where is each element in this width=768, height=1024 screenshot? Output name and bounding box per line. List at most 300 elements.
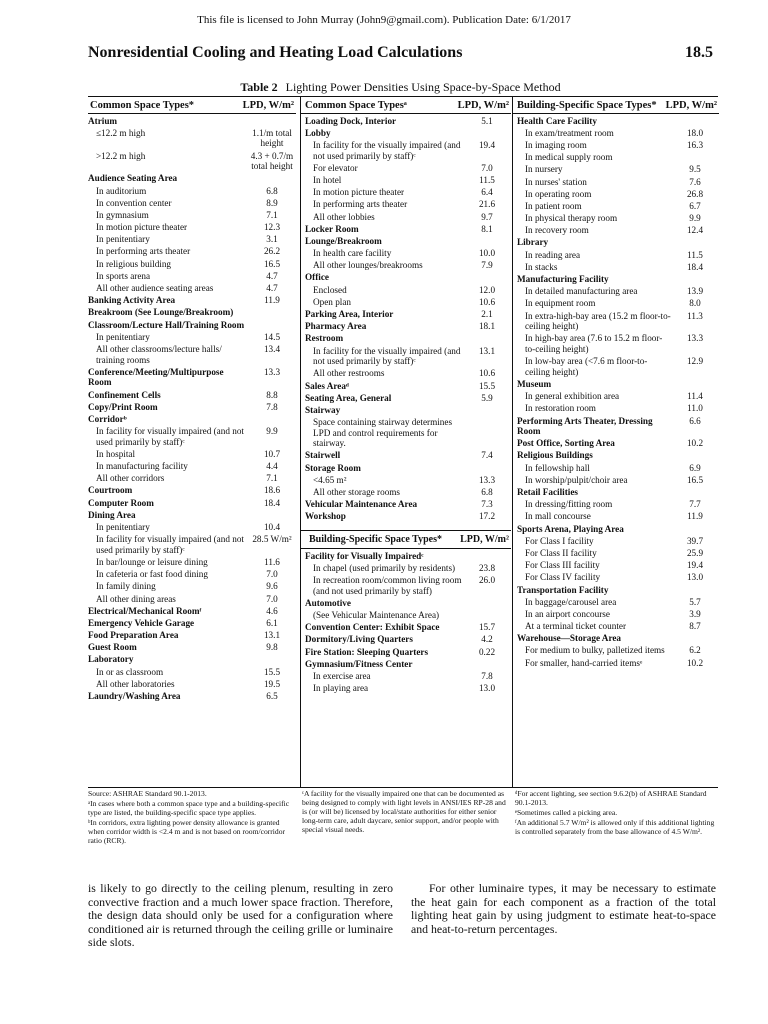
lpd-value: 7.8: [481, 670, 493, 681]
lpd-value: [248, 307, 296, 318]
table-row: [301, 487, 511, 498]
space-type: Audience Seating Area: [88, 173, 178, 184]
lpd-value: 5.9: [481, 392, 493, 403]
space-type: Performing Arts Theater, Dressing Room: [517, 415, 653, 437]
space-type: For medium to bulky, palletized items: [525, 645, 665, 656]
table-row: [513, 311, 719, 332]
column-header-type: Common Space Typesᵃ: [305, 99, 407, 111]
lpd-value: 6.2: [689, 645, 701, 656]
table-row: [301, 463, 511, 474]
space-type: In hotel: [313, 174, 342, 185]
table-row: [88, 449, 296, 460]
table-row: [513, 379, 719, 390]
lpd-value: 14.5: [263, 331, 281, 342]
space-type: In fellowship hall: [525, 462, 590, 473]
table-row: [301, 634, 511, 645]
table-row: [301, 333, 511, 344]
lpd-value: 5.1: [481, 115, 493, 126]
lpd-value: [671, 116, 719, 127]
table-row: [88, 557, 296, 568]
space-type: In baggage/carousel area: [525, 596, 617, 607]
space-type: Workshop: [305, 511, 346, 522]
table-row: [88, 390, 296, 401]
table-row: [88, 461, 296, 472]
lpd-value: [248, 510, 296, 521]
table-row: [513, 298, 719, 309]
space-type: In nursery: [525, 164, 563, 175]
space-type: Enclosed: [313, 284, 347, 295]
table-row: [301, 163, 511, 174]
lpd-value: 10.4: [263, 522, 281, 532]
table-row: [88, 332, 296, 343]
table-title: Lighting Power Densities Using Space-by-Space Method: [285, 80, 561, 94]
lpd-value: 11.0: [687, 403, 703, 414]
lpd-value: 19.4: [686, 560, 704, 571]
lpd-value: [463, 610, 511, 621]
table-row: [513, 560, 719, 571]
space-type: In dressing/fitting room: [525, 499, 613, 510]
table-row: [88, 344, 296, 365]
space-type: Conference/Meeting/Multipurpose Room: [88, 366, 224, 388]
column-header-lpd: LPD, W/m²: [457, 99, 509, 111]
table-row: [88, 679, 296, 690]
space-type: Manufacturing Facility: [517, 274, 609, 285]
space-type: All other lounges/breakrooms: [313, 260, 423, 271]
lpd-value: 7.7: [689, 499, 701, 510]
space-type: In nurses' station: [525, 176, 587, 187]
table-row: [513, 597, 719, 608]
space-type: Office: [305, 272, 329, 283]
table-caption: [88, 80, 713, 95]
lpd-value: 9.6: [266, 581, 278, 592]
space-type: For elevator: [313, 162, 358, 173]
space-type: <4.65 m²: [313, 474, 347, 485]
lpd-value: 11.9: [687, 511, 703, 522]
table-row: [513, 572, 719, 583]
space-type: All other corridors: [96, 473, 165, 484]
space-type: All other lobbies: [313, 211, 375, 222]
table-row: [513, 262, 719, 273]
lpd-value: 5.7: [689, 596, 701, 607]
space-type: All other storage rooms: [313, 487, 401, 498]
table-row: [301, 671, 511, 682]
column-header: [88, 97, 296, 114]
space-type: Convention Center: Exhibit Space: [305, 622, 440, 633]
column-2-building-rows: [301, 551, 511, 694]
space-type: Open plan: [313, 296, 352, 307]
table-row: [513, 621, 719, 632]
table-row: [301, 236, 511, 247]
table-row: [88, 485, 296, 496]
footnote: ᵉSometimes called a picking area.: [515, 808, 618, 817]
space-type: Vehicular Maintenance Area: [305, 499, 418, 510]
space-type: For Class III facility: [525, 560, 600, 571]
table-row: [88, 569, 296, 580]
body-text-right: For other luminaire types, it may be necessary to estimate the heat gain for each component as a fraction of the total lighting heat gain by using judgment to estimate heat-to-space and heat-to-return percentages.: [411, 881, 716, 936]
table-row: [88, 128, 296, 149]
space-type: Dormitory/Living Quarters: [305, 634, 413, 645]
space-type: Seating Area, General: [305, 392, 392, 403]
space-type: In extra-high-bay area (15.2 m floor-to-ceiling height): [525, 310, 671, 332]
space-type: In medical supply room: [525, 152, 613, 163]
table-row: [88, 210, 296, 221]
lpd-value: 13.3: [263, 366, 281, 377]
table-row: [513, 416, 719, 437]
table-row: [513, 403, 719, 414]
lpd-value: [463, 236, 511, 247]
lpd-value: 11.3: [687, 310, 703, 321]
space-type: Sports Arena, Playing Area: [517, 523, 624, 534]
space-type: In motion picture theater: [313, 187, 405, 198]
lpd-value: 3.1: [266, 234, 278, 245]
lpd-value: [463, 551, 511, 562]
table-row: [301, 475, 511, 486]
space-type: Classroom/Lecture Hall/Training Room: [88, 319, 245, 330]
lpd-value: 12.3: [263, 222, 281, 233]
table-row: [301, 321, 511, 332]
lpd-value: 7.1: [266, 473, 278, 484]
table-row: [88, 691, 296, 702]
space-type: Locker Room: [305, 223, 359, 234]
table-row: [513, 274, 719, 285]
column-header: [513, 97, 719, 114]
page-number: 18.5: [685, 44, 713, 61]
table-column-2: [300, 97, 511, 787]
space-type: >12.2 m high: [96, 150, 146, 161]
lpd-value: [463, 463, 511, 474]
lpd-value: 17.2: [478, 511, 496, 522]
lpd-value: 6.7: [689, 200, 701, 211]
space-type: For smaller, hand-carried itemsᵉ: [525, 657, 643, 668]
space-type: Lounge/Breakroom: [305, 235, 382, 246]
table-row: [301, 511, 511, 522]
footnote: ᵈFor accent lighting, see section 9.6.2(b) of ASHRAE Standard 90.1-2013.: [515, 789, 707, 807]
table-row: [513, 475, 719, 486]
table-row: [301, 563, 511, 574]
space-type: In worship/pulpit/choir area: [525, 474, 628, 485]
space-type: Laundry/Washing Area: [88, 691, 181, 702]
footnote: ᵃIn cases where both a common space type and a building-specific type are listed, the building-specific space type applies.: [88, 799, 290, 817]
space-type: Pharmacy Area: [305, 321, 367, 332]
lpd-value: 13.9: [686, 286, 704, 297]
lpd-value: 4.3 + 0.7/m total height: [250, 150, 294, 172]
table-row: [88, 173, 296, 184]
lpd-value: 19.4: [478, 139, 496, 150]
lpd-value: 7.6: [689, 176, 701, 187]
table-row: [513, 250, 719, 261]
space-type: Confinement Cells: [88, 389, 161, 400]
table-row: [88, 186, 296, 197]
table-row: [301, 683, 511, 694]
table-row: [513, 463, 719, 474]
lpd-value: 12.0: [478, 284, 496, 295]
table-row: [88, 116, 296, 127]
space-type: Loading Dock, Interior: [305, 115, 397, 126]
space-type: In bar/lounge or leisure dining: [96, 556, 208, 567]
space-type: Gymnasium/Fitness Center: [305, 658, 413, 669]
space-type: In recreation room/common living room (and not used primarily by staff): [313, 574, 462, 596]
column-header-type: Building-Specific Space Types*: [517, 99, 657, 111]
space-type: For Class I facility: [525, 535, 594, 546]
table-row: [88, 498, 296, 509]
column-header-lpd: LPD, W/m²: [242, 99, 294, 111]
table-row: [88, 307, 296, 318]
table-row: [301, 610, 511, 621]
lpd-value: 7.8: [266, 401, 278, 412]
space-type: In cafeteria or fast food dining: [96, 569, 208, 580]
lpd-value: 16.5: [686, 474, 704, 485]
lpd-value: 10.2: [686, 657, 704, 668]
table-row: [301, 272, 511, 283]
table-row: [301, 297, 511, 308]
space-type: Sales Areaᵈ: [305, 380, 349, 391]
space-type: Electrical/Mechanical Roomᶠ: [88, 605, 202, 616]
lpd-value: [671, 450, 719, 461]
column-header-lpd: LPD, W/m²: [665, 99, 717, 111]
column-header-type: Common Space Types*: [90, 99, 195, 111]
space-type: In facility for the visually impaired (and not used primarily by staff)ᶜ: [313, 345, 461, 367]
lpd-value: 13.0: [478, 683, 496, 694]
space-type: In playing area: [313, 683, 369, 694]
table-row: [301, 260, 511, 271]
space-type: In general exhibition area: [525, 391, 620, 402]
space-type: In operating room: [525, 188, 592, 199]
space-type: Courtroom: [88, 485, 133, 496]
table-row: [88, 320, 296, 331]
lpd-value: 6.6: [689, 415, 701, 426]
lpd-value: 28.5 W/m²: [252, 534, 292, 545]
space-type: In hospital: [96, 448, 136, 459]
table-row: [301, 187, 511, 198]
lpd-value: 13.1: [263, 630, 281, 641]
table-row: [513, 177, 719, 188]
table-row: [513, 391, 719, 402]
space-type: In auditorium: [96, 185, 147, 196]
lpd-value: 18.1: [478, 321, 496, 332]
table-row: [513, 585, 719, 596]
table-row: [301, 212, 511, 223]
table-row: [301, 285, 511, 296]
lpd-value: 4.7: [266, 270, 278, 281]
space-type: Banking Activity Area: [88, 295, 176, 306]
space-type: Copy/Print Room: [88, 401, 158, 412]
lpd-value: 7.0: [266, 569, 278, 580]
table-row: [88, 283, 296, 294]
lpd-value: [671, 274, 719, 285]
footnote: Source: ASHRAE Standard 90.1-2013.: [88, 789, 207, 798]
space-type: Post Office, Sorting Area: [517, 438, 615, 449]
lpd-value: 6.4: [481, 187, 493, 198]
space-type: Library: [517, 237, 549, 248]
table-row: [513, 438, 719, 449]
table-row: [513, 609, 719, 620]
table-row: [513, 356, 719, 377]
table-row: [88, 234, 296, 245]
footnote: ᵇIn corridors, extra lighting power density allowance is granted when corridor width is <2.4 m and is not based on room/corridor ratio (RCR).: [88, 818, 286, 845]
space-type: Laboratory: [88, 654, 134, 665]
lpd-value: 9.9: [689, 213, 701, 224]
table-row: [513, 286, 719, 297]
table-row: [88, 295, 296, 306]
space-type: Food Preparation Area: [88, 630, 179, 641]
table-row: [301, 381, 511, 392]
lpd-value: [463, 333, 511, 344]
table-row: [301, 450, 511, 461]
table-row: [88, 606, 296, 617]
space-type: Retail Facilities: [517, 487, 578, 498]
lpd-value: 7.9: [481, 260, 493, 271]
table-row: [301, 116, 511, 127]
table-row: [301, 368, 511, 379]
space-type: In facility for visually impaired (and not used primarily by staff)ᶜ: [96, 534, 244, 555]
lpd-value: 12.9: [686, 356, 704, 367]
lpd-value: 4.6: [266, 605, 278, 616]
table-column-3: [512, 97, 719, 787]
lpd-value: 8.7: [689, 621, 701, 632]
lpd-value: 10.7: [263, 448, 281, 459]
lpd-value: [463, 272, 511, 283]
subheader-lpd: LPD, W/m²: [460, 534, 509, 545]
column-1-rows: [88, 116, 296, 702]
space-type: In imaging room: [525, 139, 587, 150]
table-row: [301, 417, 511, 449]
column-3-rows: [513, 116, 719, 669]
space-type: Parking Area, Interior: [305, 309, 394, 319]
space-type: Fire Station: Sleeping Quarters: [305, 646, 429, 657]
lpd-value: [671, 379, 719, 390]
table-row: [301, 647, 511, 658]
lpd-value: 7.4: [481, 450, 493, 461]
table-row: [513, 645, 719, 656]
space-type: In convention center: [96, 197, 172, 208]
lpd-value: 6.9: [689, 462, 701, 473]
table-row: [88, 367, 296, 388]
lpd-value: 39.7: [686, 535, 704, 546]
lpd-value: 26.0: [478, 574, 496, 585]
table-row: [513, 511, 719, 522]
lpd-value: [463, 405, 511, 416]
space-type: Transportation Facility: [517, 584, 609, 595]
lpd-value: [248, 173, 296, 184]
table-row: [513, 487, 719, 498]
lpd-value: 4.2: [481, 634, 493, 645]
lpd-value: 6.1: [266, 617, 278, 628]
table-row: [88, 654, 296, 665]
table-row: [513, 548, 719, 559]
lpd-value: 7.0: [266, 593, 278, 604]
space-type: Religious Buildings: [517, 450, 593, 461]
lpd-value: 8.8: [266, 389, 278, 400]
table-row: [88, 414, 296, 425]
lpd-value: 6.8: [481, 487, 493, 498]
table-row: [301, 199, 511, 210]
space-type: All other classrooms/lecture halls/ training rooms: [96, 343, 222, 365]
lpd-value: 21.6: [478, 199, 496, 210]
space-type: Lobby: [305, 127, 331, 138]
table-row: [301, 598, 511, 609]
lpd-value: 2.1: [481, 309, 493, 319]
lpd-value: 6.5: [266, 691, 278, 702]
table-row: [513, 333, 719, 354]
lpd-value: 13.0: [686, 572, 704, 583]
space-type: ≤12.2 m high: [96, 127, 146, 138]
lpd-value: 11.5: [687, 249, 703, 260]
lpd-value: 15.5: [478, 380, 496, 391]
table-row: [513, 225, 719, 236]
space-type: In manufacturing facility: [96, 461, 188, 472]
table-row: [301, 140, 511, 161]
space-type: Stairwell: [305, 450, 341, 461]
table-row: [88, 594, 296, 605]
lpd-value: 18.4: [686, 261, 704, 272]
space-type: In chapel (used primarily by residents): [313, 562, 456, 573]
space-type: In performing arts theater: [96, 246, 191, 257]
lpd-value: [671, 524, 719, 535]
table-row: [88, 259, 296, 270]
lpd-value: 18.6: [263, 485, 281, 496]
space-type: In patient room: [525, 200, 582, 211]
lpd-value: [248, 320, 296, 331]
space-type: Computer Room: [88, 497, 154, 508]
footnotes-col-2: [302, 789, 507, 835]
table-row: [301, 393, 511, 404]
lpd-value: [671, 487, 719, 498]
lpd-value: 10.6: [478, 368, 496, 379]
space-type: Emergency Vehicle Garage: [88, 617, 195, 628]
lpd-table: [88, 96, 718, 788]
lpd-value: 11.6: [264, 556, 280, 567]
lpd-value: 11.4: [687, 391, 703, 402]
lpd-value: [248, 116, 296, 127]
lpd-value: 18.0: [686, 127, 704, 138]
table-row: [88, 246, 296, 257]
lpd-value: 0.22: [478, 646, 496, 657]
lpd-value: [248, 414, 296, 425]
space-type: In or as classroom: [96, 666, 164, 677]
table-row: [513, 633, 719, 644]
space-type: In penitentiary: [96, 522, 150, 532]
space-type: Stairway: [305, 404, 341, 415]
lpd-value: 4.7: [266, 283, 278, 294]
footnotes-col-3: [515, 789, 718, 837]
table-row: [301, 659, 511, 670]
table-row: [301, 128, 511, 139]
lpd-value: 13.3: [478, 474, 496, 485]
lpd-value: 15.5: [263, 666, 281, 677]
lpd-value: 6.8: [266, 185, 278, 196]
table-row: [513, 128, 719, 139]
space-type: In penitentiary: [96, 234, 150, 245]
space-type: Museum: [517, 378, 552, 389]
lpd-value: [671, 152, 719, 163]
table-row: [513, 164, 719, 175]
table-row: [513, 658, 719, 669]
table-row: [513, 201, 719, 212]
space-type: In high-bay area (7.6 to 15.2 m floor-to-ceiling height): [525, 333, 663, 354]
table-column-1: [88, 97, 296, 787]
body-text-left: is likely to go directly to the ceiling plenum, resulting in zero convective fraction and a much lower space fraction. Therefore, the design data should only be used for a configuration where conditioned air is returned through the ceiling grille or luminaire side slots.: [88, 881, 393, 950]
space-type: In physical therapy room: [525, 213, 618, 224]
space-type: In exam/treatment room: [525, 127, 614, 138]
space-type: Warehouse—Storage Area: [517, 633, 622, 644]
space-type: In gymnasium: [96, 209, 149, 220]
table-row: [88, 271, 296, 282]
space-type: For Class IV facility: [525, 572, 601, 583]
lpd-value: 13.1: [478, 345, 496, 356]
lpd-value: 8.1: [481, 223, 493, 234]
lpd-value: 25.9: [686, 547, 704, 558]
lpd-value: 4.4: [266, 461, 278, 472]
